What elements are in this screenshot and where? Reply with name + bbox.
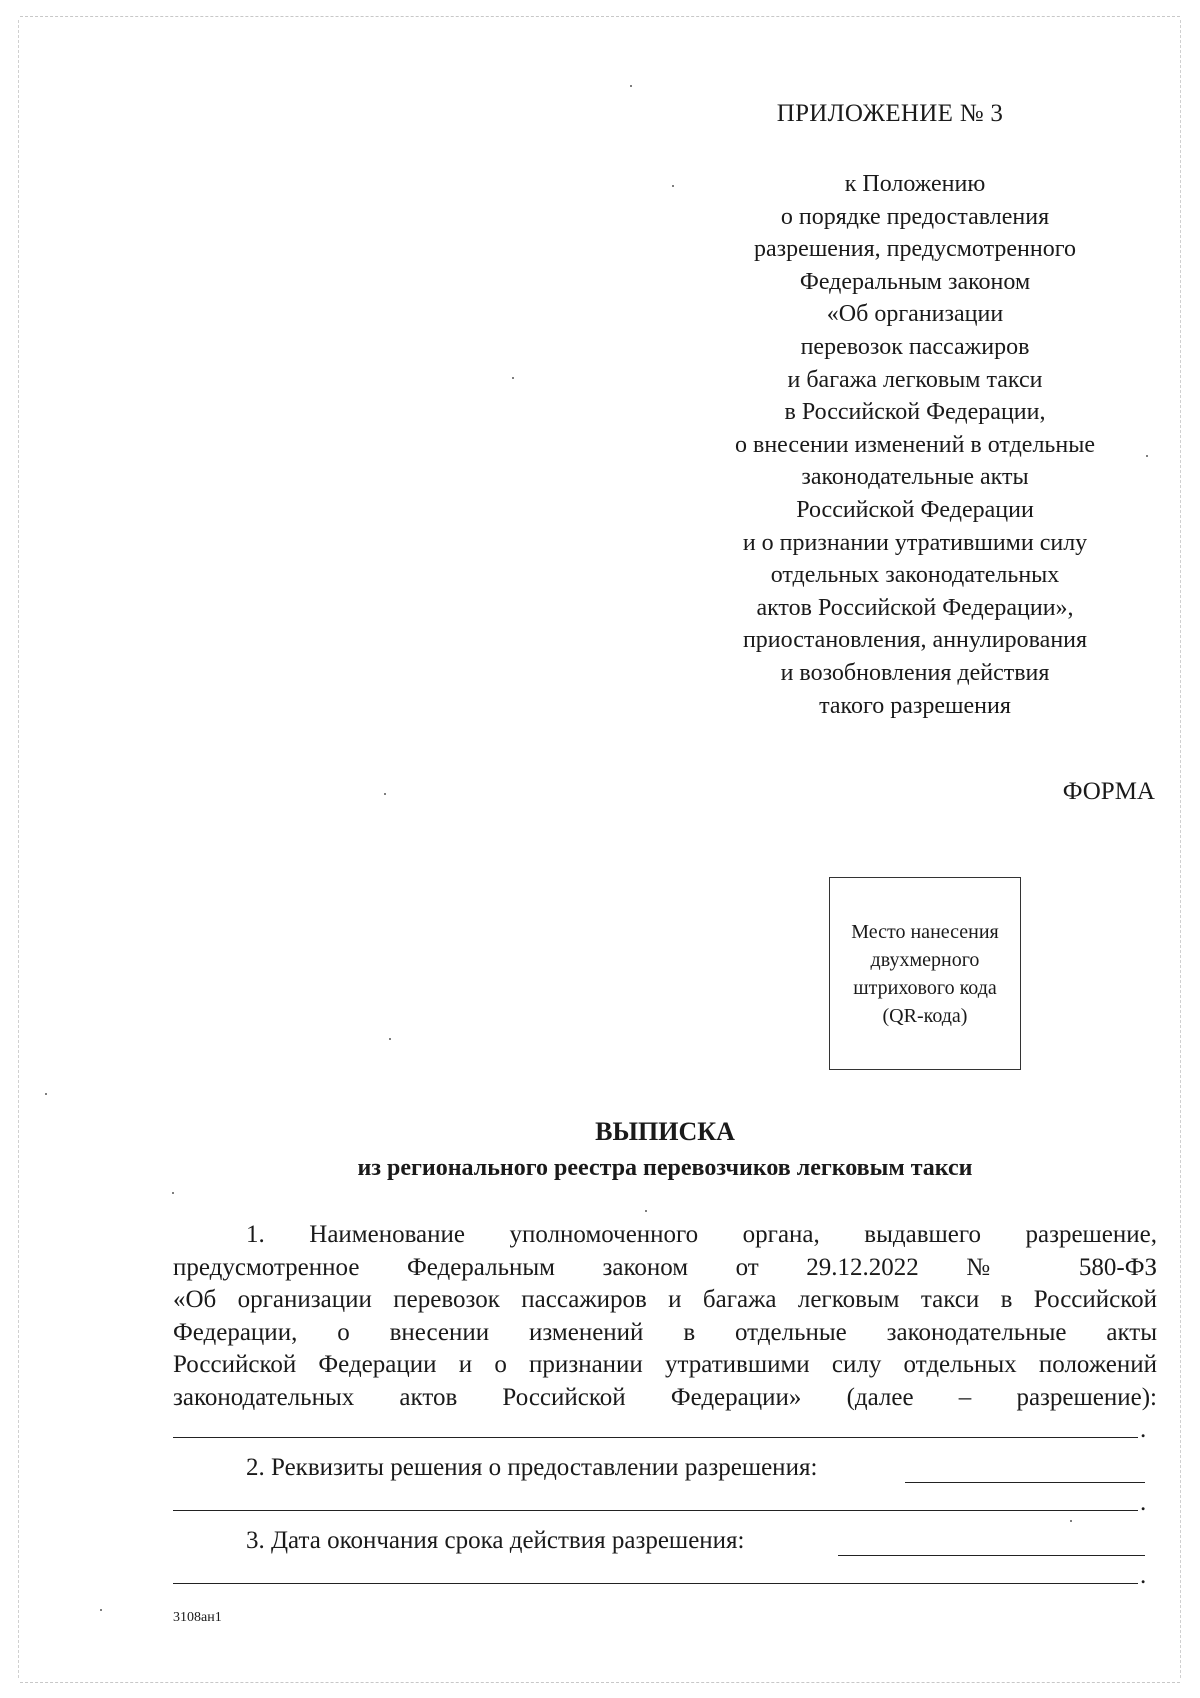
scan-speck [45, 1093, 47, 1095]
appendix-line: и багажа легковым такси [787, 366, 1043, 393]
scan-speck [630, 85, 632, 87]
qr-box-line: Место нанесения [851, 920, 999, 943]
item-1-line-end: . [1140, 1416, 1147, 1443]
item-3-line-end: . [1140, 1562, 1147, 1589]
item-1-line: законодательных актов Российской Федерации» (далее – разрешение): [173, 1383, 1157, 1411]
appendix-line: приостановления, аннулирования [742, 627, 1088, 654]
scan-border-left [18, 20, 19, 1678]
scan-border-top [20, 16, 1180, 17]
appendix-line: «Об организации [826, 301, 1004, 328]
appendix-line: о внесении изменений в отдельные [735, 431, 1095, 458]
item-3-fill-line [173, 1583, 1138, 1584]
scan-speck [1070, 1520, 1072, 1522]
item-2-label: 2. Реквизиты решения о предоставлении разрешения: [246, 1454, 818, 1481]
appendix-line: и возобновления действия [780, 659, 1050, 686]
appendix-line: отдельных законодательных [770, 562, 1060, 589]
appendix-line: перевозок пассажиров [800, 333, 1030, 360]
scan-speck [672, 185, 674, 187]
appendix-line: законодательные акты [801, 464, 1029, 491]
appendix-line: о порядке предоставления [780, 203, 1050, 230]
scan-speck [384, 793, 386, 795]
appendix-line: такого разрешения [819, 692, 1011, 719]
appendix-line: к Положению [844, 171, 986, 197]
scan-speck [512, 377, 514, 379]
document-subtitle: из регионального реестра перевозчиков легковым такси [357, 1155, 973, 1181]
appendix-line: и о признании утратившими силу [742, 529, 1088, 556]
appendix-line: разрешения, предусмотренного [754, 236, 1076, 263]
appendix-line: в Российской Федерации, [784, 399, 1046, 426]
item-1-line: Федерации, о внесении изменений в отдельные законодательные акты [173, 1318, 1157, 1346]
qr-box-line: штрихового кода [853, 976, 997, 999]
scan-speck [1146, 455, 1148, 457]
qr-code-placeholder [829, 877, 1021, 1070]
appendix-line: актов Российской Федерации», [756, 594, 1074, 621]
item-1-line: «Об организации перевозок пассажиров и багажа легковым такси в Российской [173, 1286, 1157, 1313]
item-1-paragraph [173, 1219, 1157, 1414]
item-2-line-end: . [1140, 1489, 1147, 1516]
item-2-fill-line-inline [905, 1482, 1145, 1483]
scan-speck [389, 1038, 391, 1040]
scan-border-right [1180, 20, 1181, 1678]
qr-box-line: двухмерного [870, 948, 980, 971]
document-code: 3108ан1 [173, 1610, 222, 1625]
item-3-fill-line-inline [838, 1555, 1145, 1556]
item-3-label: 3. Дата окончания срока действия разрешения: [246, 1527, 745, 1554]
appendix-description [700, 168, 1130, 722]
item-1-fill-line [173, 1437, 1138, 1438]
item-1-line: 1. Наименование уполномоченного органа, выдавшего разрешение, [246, 1221, 1157, 1248]
item-1-line: Российской Федерации и о признании утратившими силу отдельных положений [173, 1351, 1157, 1378]
appendix-line: Федеральным законом [799, 268, 1031, 295]
item-2-fill-line [173, 1510, 1138, 1511]
appendix-line: Российской Федерации [796, 496, 1034, 523]
scan-speck [645, 1210, 647, 1212]
item-1-line: предусмотренное Федеральным законом от 29.12.2022 № 580-ФЗ [173, 1253, 1157, 1281]
appendix-title: ПРИЛОЖЕНИЕ № 3 [776, 100, 1004, 127]
scan-border-bottom [20, 1682, 1180, 1683]
scan-speck [100, 1609, 102, 1611]
qr-box-line: (QR-кода) [882, 1004, 968, 1027]
form-label: ФОРМА [1062, 778, 1155, 805]
document-title: ВЫПИСКА [595, 1117, 735, 1146]
scan-speck [172, 1192, 174, 1194]
